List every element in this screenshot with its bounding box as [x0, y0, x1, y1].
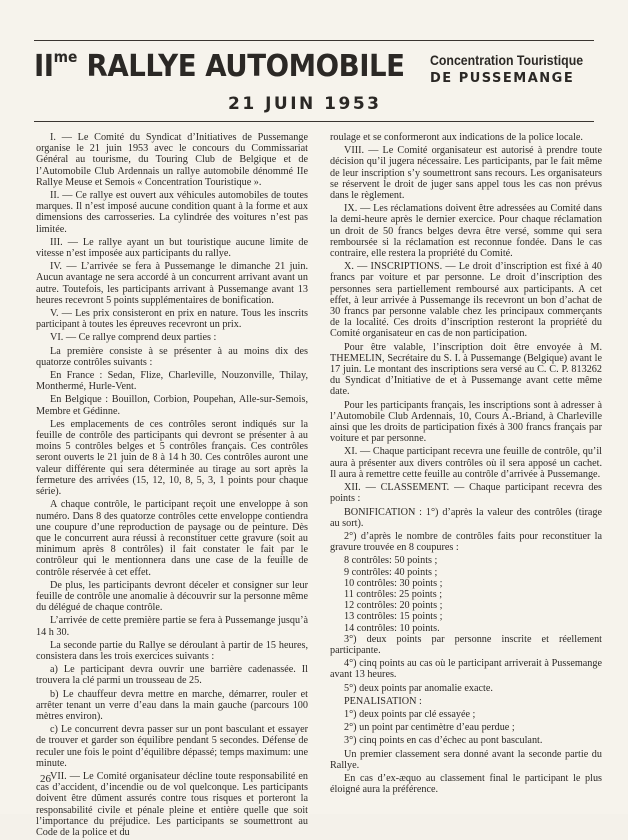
paragraph: L’arrivée de cette première partie se fera à Pussemange jusqu’à 14 h 30.	[36, 615, 308, 638]
page-number: 26	[40, 773, 51, 785]
exercise-c: c) Le concurrent devra passer sur un pont basculant et essayer de trouver et garder son équilibre pendant 5 secondes. Défense de reculer une fois le point d’équilibre dépassé; temps maximum: une minute.	[36, 724, 308, 769]
title-prefix: II	[34, 49, 54, 84]
bonification-2: 2°) d’après le nombre de contrôles faits pour reconstituer la gravure trouvée en 8 coupures :	[330, 530, 602, 554]
article-4: IV. — L’arrivée se fera à Pussemange le dimanche 21 juin. Aucun avantage ne sera accordé à un concurrent arrivant avant un autre. Toutefois, les participants arrivant à Pussemange avant 13 heures recevront 5 points supplémentaires de bonification.	[36, 261, 308, 306]
article-8: VIII. — Le Comité organisateur est autorisé à prendre toute décision qu’il jugera nécessaire. Les participants, par le fait même de leur inscription s’y soumettront sans recours. Les organisateurs se réservent le droit de juger sans appel tous les cas non prévus dans le règlement.	[330, 145, 602, 202]
penalisation-3: 3°) cinq points en cas d’échec au pont basculant.	[344, 735, 543, 747]
event-date: 21 JUIN 1953	[228, 94, 382, 114]
article-12: XII. — CLASSEMENT. — Chaque participant recevra des points :	[330, 482, 602, 505]
paragraph: Pour les participants français, les inscriptions sont à adresser à l’Automobile Club Ardennais, 10, Cours A.-Briand, à Charleville ainsi que les droits de participation fixés à 300 francs français par voiture et par personne.	[330, 399, 602, 445]
page-title	[34, 48, 405, 84]
list-item: 13 contrôles: 15 points ;	[344, 611, 443, 623]
article-7: VII. — Le Comité organisateur décline toute responsabilité en cas d’accident, d’incendie ou de vol quelconque. Les participants doivent être dûment assurés contre tous risques et porteront la responsabilité civile et pénale pleine et entière quelle que soit l’importance du préjudice. Les participants se soumettront au Code de la police et du	[36, 770, 308, 838]
top-rule	[34, 40, 594, 41]
paragraph: Les emplacements de ces contrôles seront indiqués sur la feuille de contrôle des participants qui devront se présenter à au moins 5 contrôles belges et 5 contrôles français. Ces contrôles seront ouverts le 21 juin de 8 à 14 h 30. Ces contrôles auront une valeur différente qui sera déterminée au tirage au sort après la fermeture des arrivées (15, 12, 10, 8, 5, 3, 1 points pour chaque série).	[36, 418, 308, 498]
bonification-3: 3°) deux points par personne inscrite et réellement participante.	[330, 633, 602, 656]
list-item: 9 contrôles: 40 points ;	[344, 566, 438, 578]
paragraph: Pour être valable, l’inscription doit être envoyée à M. THEMELIN, Secrétaire du S. I. à Pussemange (Belgique) avant le 17 juin. Le montant des inscriptions sera versé au C. C. P. 813262 du Syndicat d’Initiative de et à Pussemange avant cette même date.	[330, 341, 602, 398]
right-column	[330, 132, 602, 797]
article-11: XI. — Chaque participant recevra une feuille de contrôle, qu’il aura à présenter aux divers contrôles où il sera apposé un cachet. Il aura à remettre cette feuille au contrôle d’arrivée à Pussemange.	[330, 446, 602, 480]
paragraph: Un premier classement sera donné avant la seconde partie du Rallye.	[330, 748, 602, 771]
subtitle-concentration: Concentration Touristique	[430, 52, 584, 68]
bonification-5: 5°) deux points par anomalie exacte.	[344, 682, 493, 694]
list-item: 12 contrôles: 20 points ;	[344, 600, 443, 612]
article-1: I. — Le Comité du Syndicat d’Initiatives de Pussemange organise le 21 juin 1953 avec le concours du Commissariat Général au tourisme, du Touring Club de Belgique et de l’Automobile Club Ardennais un rallye automobile dénommé IIe Rallye Meuse et Semois « Concentration Touristique ».	[36, 132, 308, 188]
penalisation-heading: PENALISATION :	[344, 695, 422, 707]
list-item: 10 contrôles: 30 points ;	[344, 577, 443, 589]
exercise-b: b) Le chauffeur devra mettre en marche, démarrer, rouler et arrêter tenant un verre d’eau dans la main gauche (parcours 100 mètres environ).	[36, 688, 308, 722]
paragraph: A chaque contrôle, le participant reçoit une enveloppe à son numéro. Dans 8 des quatorze contrôles cette enveloppe contiendra une coupure d’une reproduction de paysage ou de peinture. Dès que le concurrent aura réussi à reconstituer cette gravure (soit au minimum après 8 contrôles) il fait constater le fait par le contrôleur qui le mentionnera dans une case de la feuille de contrôle réservée à cet effet.	[36, 499, 308, 578]
article-9: IX. — Les réclamations doivent être adressées au Comité dans la demi-heure après le dernier exercice. Pour chaque réclamation un droit de 50 francs belges devra être versé, somme qui sera remboursée si la réclamation est reconnue fondée. Dans le cas contraire, elle restera la propriété du Comité.	[330, 203, 602, 260]
paragraph-continued: roulage et se conformeront aux indications de la police locale.	[330, 132, 583, 143]
bonus-list	[330, 555, 602, 633]
subtitle-pussemange: DE PUSSEMANGE	[430, 71, 575, 86]
paragraph-france: En France : Sedan, Flize, Charleville, Nouzonville, Thilay, Monthermé, Hurle-Vent.	[36, 370, 308, 393]
penalisation-1: 1°) deux points par clé essayée ;	[344, 708, 476, 720]
paragraph: De plus, les participants devront déceler et consigner sur leur feuille de contrôle une anomalie à découvrir sur la personne même du délégué de chaque contrôle.	[36, 579, 308, 614]
article-2: II. — Ce rallye est ouvert aux véhicules automobiles de toutes marques. Il n’est imposé aucune condition quant à la forme et aux dimensions des carrosseries. La cylindrée des voitures n’est pas limitée.	[36, 190, 308, 235]
left-column	[36, 132, 308, 840]
header-rule	[34, 121, 594, 122]
paragraph: En cas d’ex-æquo au classement final le participant le plus éloigné aura la préférence.	[330, 772, 602, 796]
article-5: V. — Les prix consisteront en prix en nature. Tous les inscrits participant à toutes les épreuves recevront un prix.	[36, 308, 308, 331]
article-10: X. — INSCRIPTIONS. — Le droit d’inscription est fixé à 40 francs par voiture et par personne. Le droit d’inscription des personnes sera partiellement remboursé aux participants. A cet effet, à leur arrivée à Pussemange ils recevront un bon d’achat de 30 francs par personne valable chez les principaux commerçants de la localité. Ces droits d’inscription resteront la propriété du Comité organisateur en cas de non participation.	[330, 261, 602, 340]
list-item: 14 contrôles: 10 points.	[344, 622, 440, 634]
bonification-1: BONIFICATION : 1°) d’après la valeur des contrôles (tirage au sort).	[330, 506, 602, 529]
exercise-a: a) Le participant devra ouvrir une barrière cadenassée. Il trouvera la clé parmi un trousseau de 25.	[36, 664, 308, 687]
bonification-4: 4°) cinq points au cas où le participant arriverait à Pussemange avant 13 heures.	[330, 658, 602, 681]
list-item: 11 contrôles: 25 points ;	[344, 588, 443, 600]
paragraph: La seconde partie du Rallye se déroulant à partir de 15 heures, consistera dans les trois exercices suivants :	[36, 639, 308, 662]
list-item: 8 contrôles: 50 points ;	[344, 555, 438, 567]
paragraph: La première consiste à se présenter à au moins dix des quatorze contrôles suivants :	[36, 345, 308, 368]
penalisation-2: 2°) un point par centimètre d’eau perdue ;	[344, 722, 515, 734]
article-3: III. — Le rallye ayant un but touristique aucune limite de vitesse n’est imposée aux participants du rallye.	[36, 236, 308, 260]
title-rest: RALLYE AUTOMOBILE	[86, 49, 405, 84]
article-6: VI. — Ce rallye comprend deux parties :	[50, 332, 217, 344]
title-sup: me	[53, 48, 78, 66]
paragraph-belgique: En Belgique : Bouillon, Corbion, Poupehan, Alle-sur-Semois, Membre et Gédinne.	[36, 394, 308, 417]
